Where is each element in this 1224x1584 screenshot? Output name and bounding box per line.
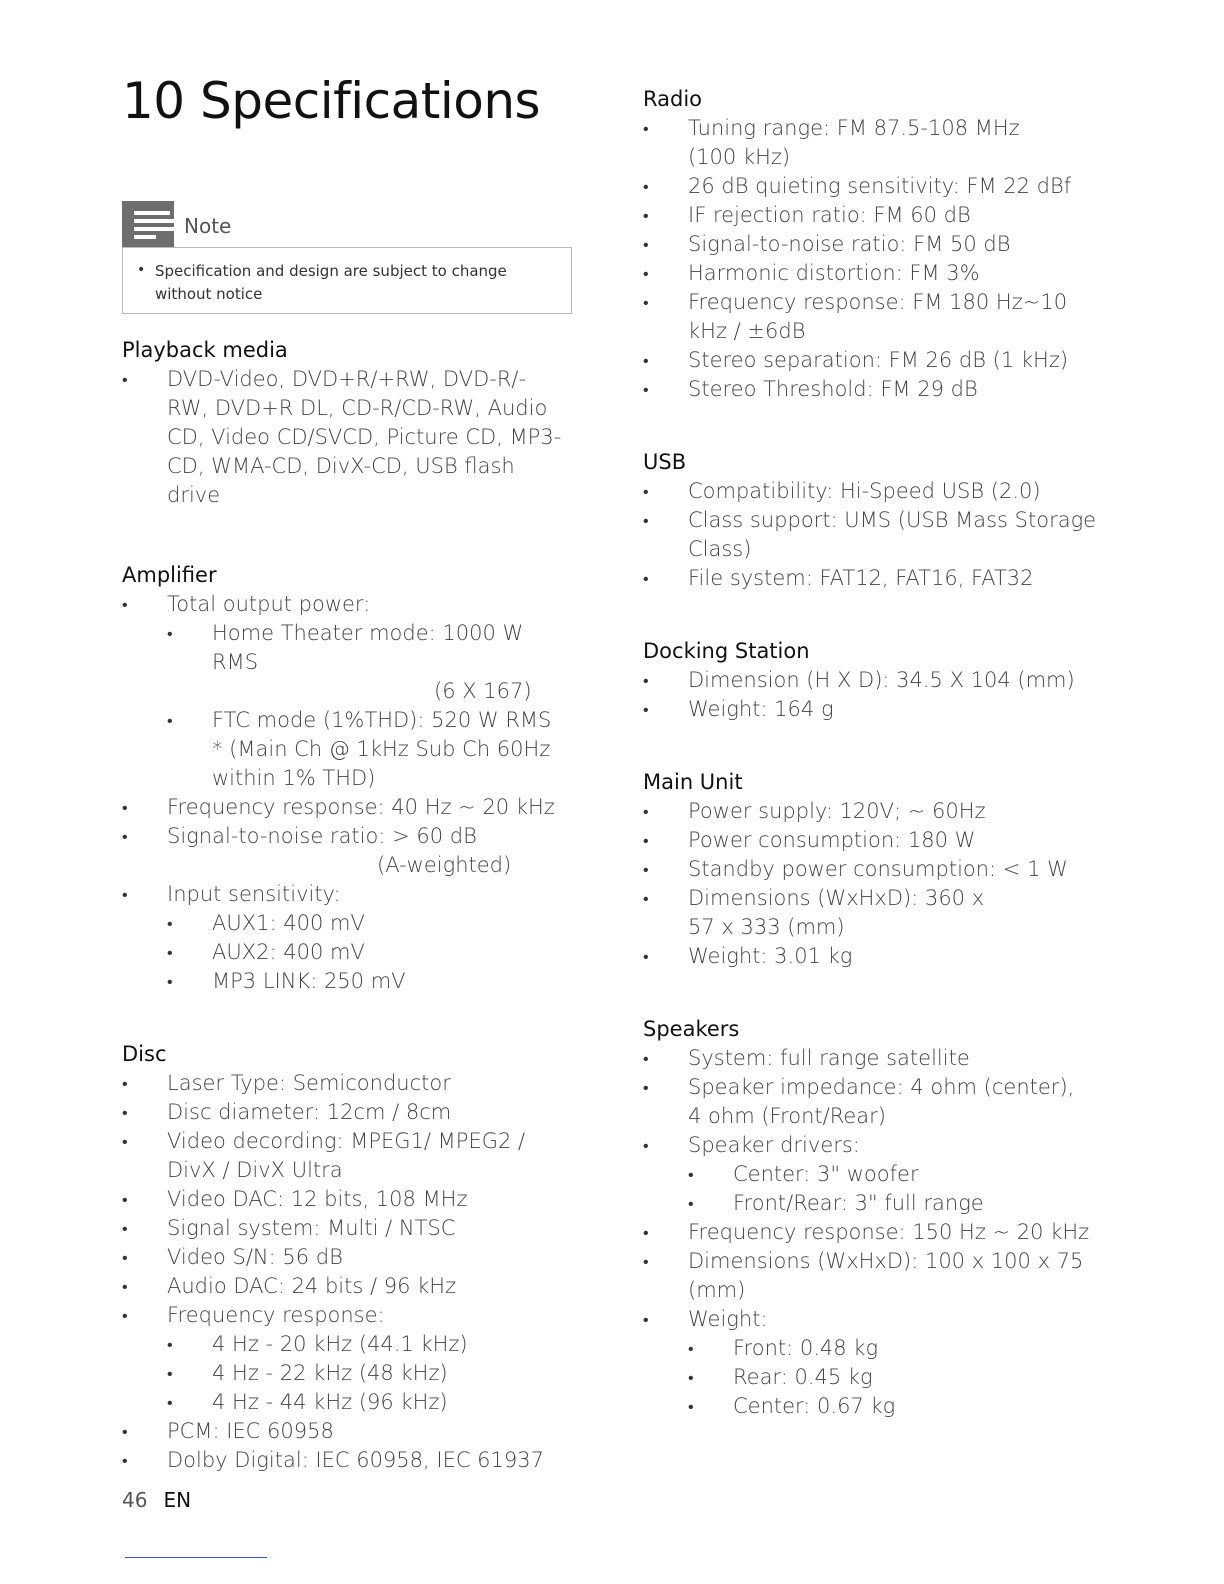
list-item: • Weight: 3.01 kg bbox=[643, 942, 1093, 971]
list-item: • PCM: IEC 60958 bbox=[122, 1417, 572, 1446]
list-item: • Weight: 164 g bbox=[643, 695, 1093, 724]
list-item bbox=[122, 1301, 572, 1417]
list-item: • Disc diameter: 12cm / 8cm bbox=[122, 1098, 572, 1127]
list-item: • Tuning range: FM 87.5-108 MHz (100 kHz) bbox=[643, 114, 1048, 172]
list-item: • 4 Hz - 20 kHz (44.1 kHz) bbox=[167, 1330, 572, 1359]
list-item: • Dimensions (WxHxD): 100 x 100 x 75 (mm) bbox=[643, 1247, 1108, 1305]
list-item: • Speaker impedance: 4 ohm (center), 4 ohm (Front/Rear) bbox=[643, 1073, 1088, 1131]
list-item: • File system: FAT12, FAT16, FAT32 bbox=[643, 564, 1093, 593]
list-item: • Front: 0.48 kg bbox=[688, 1334, 1093, 1363]
list-item: • Audio DAC: 24 bits / 96 kHz bbox=[122, 1272, 572, 1301]
list-item: • Harmonic distortion: FM 3% bbox=[643, 259, 1093, 288]
list-item: • Power consumption: 180 W bbox=[643, 826, 1093, 855]
item-text: Frequency response: bbox=[167, 1303, 385, 1327]
section-heading: USB bbox=[643, 450, 687, 474]
list-item: • Class support: UMS (USB Mass Storage Class) bbox=[643, 506, 1098, 564]
list-item: • Video decording: MPEG1/ MPEG2 / DivX / DivX Ultra bbox=[122, 1127, 567, 1185]
section-heading: Main Unit bbox=[643, 770, 743, 794]
footer-rule bbox=[125, 1557, 267, 1558]
list-item: • Rear: 0.45 kg bbox=[688, 1363, 1093, 1392]
note-body bbox=[122, 247, 572, 314]
list-item: • Frequency response: 150 Hz ~ 20 kHz bbox=[643, 1218, 1093, 1247]
item-text: Total output power: bbox=[167, 592, 371, 616]
bullet: • bbox=[137, 262, 146, 278]
language-code: EN bbox=[163, 1488, 192, 1512]
list-item: • AUX2: 400 mV bbox=[167, 938, 572, 967]
section-radio bbox=[643, 85, 1093, 404]
page-footer bbox=[122, 1488, 191, 1512]
list-item: • Signal-to-noise ratio: FM 50 dB bbox=[643, 230, 1093, 259]
list-item: • Frequency response: 40 Hz ~ 20 kHz bbox=[122, 793, 572, 822]
section-playback-media bbox=[122, 336, 572, 510]
section-disc bbox=[122, 1040, 572, 1475]
item-text: Input sensitivity: bbox=[167, 882, 341, 906]
list-item bbox=[167, 619, 572, 706]
section-usb bbox=[643, 448, 1097, 593]
section-speakers bbox=[643, 1015, 1093, 1421]
list-item: • IF rejection ratio: FM 60 dB bbox=[643, 201, 1093, 230]
item-text-cont: (A-weighted) bbox=[377, 853, 512, 877]
list-item: • Dimensions (WxHxD): 360 x 57 x 333 (mm) bbox=[643, 884, 988, 942]
list-item bbox=[122, 590, 572, 793]
section-docking-station bbox=[643, 637, 1093, 724]
list-item: • 4 Hz - 44 kHz (96 kHz) bbox=[167, 1388, 572, 1417]
list-item: • Center: 3" woofer bbox=[688, 1160, 1093, 1189]
list-item: • 26 dB quieting sensitivity: FM 22 dBf bbox=[643, 172, 1093, 201]
list-item: • Signal system: Multi / NTSC bbox=[122, 1214, 572, 1243]
list-item: • 4 Hz - 22 kHz (48 kHz) bbox=[167, 1359, 572, 1388]
section-heading: Playback media bbox=[122, 338, 288, 362]
page-title: 10 Specifications bbox=[122, 72, 541, 130]
list-item: • MP3 LINK: 250 mV bbox=[167, 967, 572, 996]
list-item: • DVD-Video, DVD+R/+RW, DVD-R/-RW, DVD+R DL, CD-R/CD-RW, Audio CD, Video CD/SVCD, Picture CD, MP3-CD, WMA-CD, DivX-CD, USB flash drive bbox=[122, 365, 567, 510]
list-item bbox=[122, 822, 572, 880]
section-heading: Disc bbox=[122, 1042, 167, 1066]
list-item bbox=[122, 880, 572, 996]
note-text: Specification and design are subject to change without notice bbox=[155, 262, 507, 303]
list-item bbox=[643, 1305, 1093, 1421]
left-column bbox=[122, 336, 572, 1475]
list-item: • Dolby Digital: IEC 60958, IEC 61937 bbox=[122, 1446, 572, 1475]
note-box bbox=[122, 201, 572, 314]
item-text: Signal-to-noise ratio: > 60 dB bbox=[167, 824, 477, 848]
list-item bbox=[643, 1131, 1093, 1218]
list-item: • Frequency response: FM 180 Hz~10 kHz / ±6dB bbox=[643, 288, 1108, 346]
list-item: • Standby power consumption: < 1 W bbox=[643, 855, 1093, 884]
list-item: • Laser Type: Semiconductor bbox=[122, 1069, 572, 1098]
list-item: • System: full range satellite bbox=[643, 1044, 1093, 1073]
note-icon bbox=[122, 201, 174, 247]
note-label: Note bbox=[184, 214, 232, 238]
page-number: 46 bbox=[122, 1488, 148, 1512]
list-item: • Dimension (H X D): 34.5 X 104 (mm) bbox=[643, 666, 1093, 695]
section-heading: Radio bbox=[643, 87, 703, 111]
list-item: • Center: 0.67 kg bbox=[688, 1392, 1093, 1421]
section-main-unit bbox=[643, 768, 1093, 971]
list-item: • AUX1: 400 mV bbox=[167, 909, 572, 938]
list-item: • Compatibility: Hi-Speed USB (2.0) bbox=[643, 477, 1093, 506]
list-item: • Power supply: 120V; ~ 60Hz bbox=[643, 797, 1093, 826]
list-item: • Front/Rear: 3" full range bbox=[688, 1189, 1093, 1218]
item-text: Weight: bbox=[688, 1307, 768, 1331]
list-item: • Stereo Threshold: FM 29 dB bbox=[643, 375, 1093, 404]
list-item: • Video DAC: 12 bits, 108 MHz bbox=[122, 1185, 572, 1214]
section-heading: Speakers bbox=[643, 1017, 740, 1041]
list-item: • Video S/N: 56 dB bbox=[122, 1243, 572, 1272]
section-amplifier bbox=[122, 561, 572, 996]
item-text-cont: (6 X 167) bbox=[434, 679, 532, 703]
item-text: Speaker drivers: bbox=[688, 1133, 860, 1157]
section-heading: Amplifier bbox=[122, 563, 217, 587]
item-text: Home Theater mode: 1000 W RMS bbox=[212, 621, 524, 674]
item-text: • FTC mode (1%THD): 520 W RMS bbox=[212, 708, 552, 732]
right-column bbox=[643, 85, 1097, 1421]
list-item bbox=[167, 706, 562, 793]
section-heading: Docking Station bbox=[643, 639, 810, 663]
item-text-cont: * (Main Ch @ 1kHz Sub Ch 60Hz within 1% THD) bbox=[212, 737, 551, 790]
list-item: • Stereo separation: FM 26 dB (1 kHz) bbox=[643, 346, 1093, 375]
